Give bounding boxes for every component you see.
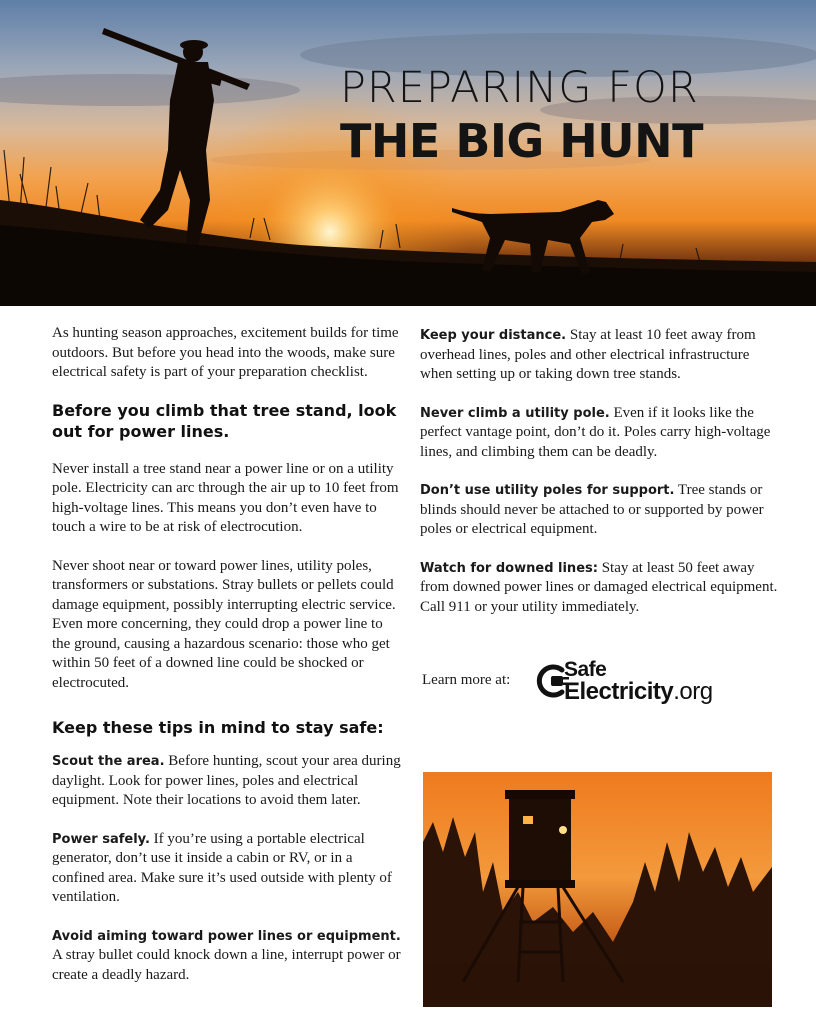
tip-scout-area [52,752,404,811]
tip-text: A stray bullet could knock down a line, interrupt power or create a deadly hazard. [52,947,401,983]
hero-banner [0,0,816,306]
logo-electricity: Electricity [564,678,674,705]
tip-text: Even if it looks like the perfect vantage point, don’t do it. Poles carry high-voltage lines, and climbing them can be deadly. [420,404,771,460]
logo-org: .org [673,678,713,705]
title-line-1: PREPARING FOR [340,63,699,113]
tip-lead: Watch for downed lines: [420,560,598,576]
section-heading-tree-stand: Before you climb that tree stand, look out for power lines. [52,400,397,441]
tip-avoid-aiming [52,927,404,986]
right-column [420,326,778,617]
tree-stand-paragraph: Never install a tree stand near a power line or on a utility pole. Electricity can arc through the air up to 10 feet from high-voltage lines. This means you don’t even have to touch a wire to be at risk of electrocution. [52,460,399,535]
tip-never-climb [420,404,778,463]
shooting-paragraph: Never shoot near or toward power lines, utility poles, transformers or substations. Stray bullets or pellets could damage equipment, possibly interrupting electric service. Even more concerning, they could drop a power line to the ground, causing a hazardous scenario: those who get within 50 feet of a downed line could be shocked or electrocuted. [52,557,396,691]
deer-stand-image [423,772,772,1007]
tip-no-pole-support [420,481,778,540]
tip-power-safely [52,830,404,908]
learn-more-label: Learn more at: [422,672,511,688]
logo-word-electricity [564,678,713,706]
tip-keep-distance [420,326,778,385]
safe-electricity-logo[interactable] [536,660,736,708]
tip-text: Stay at least 50 feet away from downed power lines or damaged electrical equipment. Call 911 or your utility immediately. [420,559,778,615]
tip-lead: Never climb a utility pole. [420,405,610,421]
deer-stand-photo [423,772,772,1007]
intro-paragraph: As hunting season approaches, excitement builds for time outdoors. But before you head into the woods, make sure electrical safety is part of your preparation checklist. [52,325,399,380]
logo-word-safe: Safe [564,658,607,681]
learn-more-section [422,660,782,710]
tip-text: Stay at least 10 feet away from overhead lines, poles and other electrical infrastructure when setting up or taking down tree stands. [420,327,756,382]
tip-downed-lines [420,559,778,618]
tip-text: Tree stands or blinds should never be attached to or supported by power poles or electrical equipment. [420,482,764,537]
section-heading-tips: Keep these tips in mind to stay safe: [52,718,384,737]
left-column [52,324,404,985]
hero-title [340,62,800,168]
tip-lead: Power safely. [52,831,150,847]
tip-text: Before hunting, scout your area during daylight. Look for power lines, poles and electrical equipment. Note their locations to avoid them later. [52,753,401,808]
tip-lead: Scout the area. [52,754,165,769]
tip-text: If you’re using a portable electrical generator, don’t use it inside a cabin or RV, or in a confined area. Make sure it’s used outside with plenty of ventilation. [52,830,392,905]
tip-lead: Don’t use utility poles for support. [420,483,675,498]
tip-lead: Avoid aiming toward power lines or equipment. [52,928,401,944]
title-line-2: THE BIG HUNT [340,114,703,168]
tip-lead: Keep your distance. [420,328,567,343]
